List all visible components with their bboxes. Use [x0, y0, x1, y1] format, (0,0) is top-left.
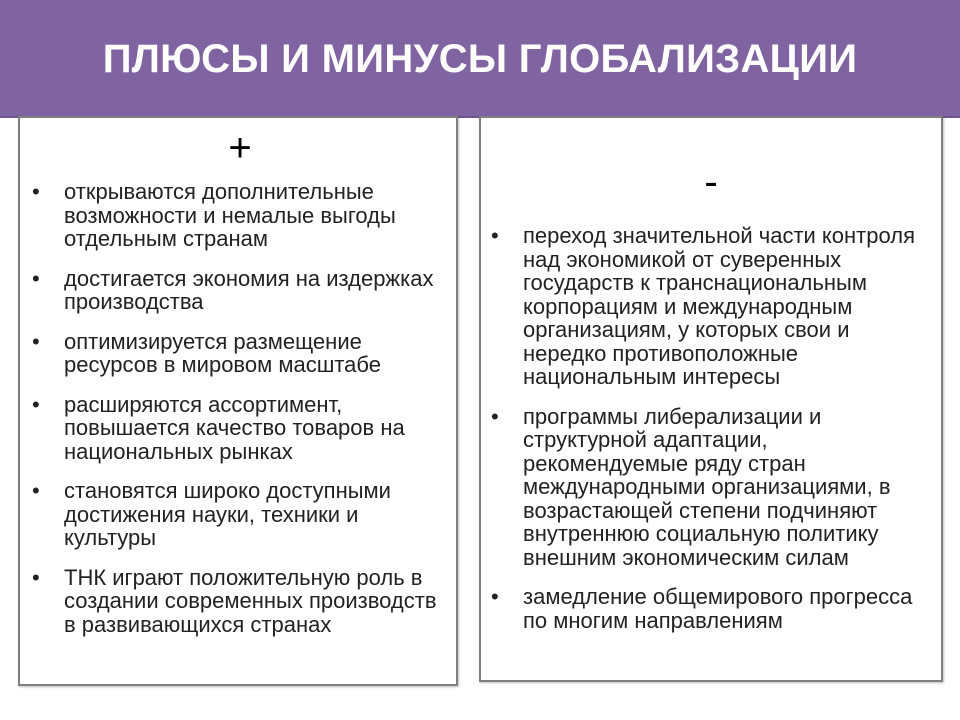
page-title: ПЛЮСЫ И МИНУСЫ ГЛОБАЛИЗАЦИИ	[102, 37, 858, 81]
bullet-dot-icon: •	[32, 265, 40, 291]
pros-list-item	[32, 267, 440, 314]
bullet-dot-icon: •	[32, 179, 40, 204]
pros-list-item	[32, 180, 440, 251]
cons-list-item	[491, 224, 933, 389]
bullet-dot-icon: •	[32, 478, 40, 503]
pros-item-text: достигается экономия на издержках производства	[64, 265, 434, 314]
cons-list-item	[491, 585, 933, 632]
bullet-dot-icon: •	[491, 584, 499, 609]
bullet-dot-icon: •	[491, 223, 499, 248]
cons-list-item	[491, 405, 933, 570]
cons-heading-minus: -	[704, 160, 718, 204]
pros-list-item	[32, 479, 440, 550]
cons-column	[479, 116, 943, 682]
bullet-dot-icon: •	[32, 328, 40, 354]
pros-item-text: ТНК играют положительную роль в создании современных производств в развивающихся странах	[64, 564, 437, 637]
pros-list-item	[32, 330, 440, 377]
cons-item-text: замедление общемирового прогресса по многим направлениям	[523, 584, 913, 633]
title-banner	[0, 0, 960, 118]
pros-list-item	[32, 393, 440, 464]
cons-item-text: переход значительной части контроля над экономикой от суверенных государств к транснациональным корпорациям и международным организациям, у которых свои и нередко противоположные национальным интересы	[523, 223, 915, 389]
pros-list-item	[32, 566, 440, 637]
pros-item-text: оптимизируется размещение ресурсов в мировом масштабе	[64, 328, 382, 377]
pros-item-text: становятся широко доступными достижения науки, техники и культуры	[64, 478, 391, 550]
pros-item-text: расширяются ассортимент, повышается качество товаров на национальных рынках	[64, 391, 405, 464]
cons-item-text: программы либерализации и структурной адаптации, рекомендуемые ряду стран международными организациями, в возрастающей степени подчиняют внутреннюю социальную политику внешним экономическим силам	[523, 403, 891, 570]
cons-list	[481, 224, 941, 632]
bullet-dot-icon: •	[491, 403, 499, 429]
bullet-dot-icon: •	[32, 391, 40, 417]
bullet-dot-icon: •	[32, 564, 40, 590]
pros-column	[18, 116, 458, 686]
pros-heading-plus: +	[228, 126, 252, 170]
pros-item-text: открываются дополнительные возможности и немалые выгоды отдельным странам	[64, 179, 396, 251]
pros-list	[20, 180, 456, 636]
